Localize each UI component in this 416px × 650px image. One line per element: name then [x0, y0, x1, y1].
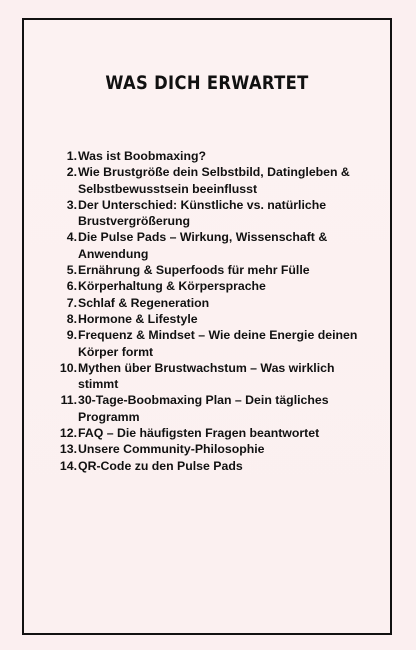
toc-item-7 — [58, 295, 378, 311]
toc-item-14 — [58, 458, 378, 474]
toc-item-number: 12. — [59, 426, 77, 441]
page-frame — [22, 18, 392, 635]
toc-item-text: Hormone & Lifestyle — [78, 311, 198, 326]
toc-item-text: Schlaf & Regeneration — [78, 295, 210, 310]
toc-item-number: 14. — [59, 458, 77, 473]
toc-item-3 — [58, 197, 378, 230]
toc-item-2 — [58, 164, 378, 197]
toc-item-5 — [58, 262, 378, 278]
toc-item-text: Ernährung & Superfoods für mehr Fülle — [78, 263, 310, 278]
toc-item-text: Unsere Community-Philosophie — [78, 442, 265, 457]
page-title: WAS DICH ERWARTET — [105, 72, 309, 94]
toc-item-10 — [58, 360, 378, 393]
toc-item-text: FAQ – Die häufigsten Fragen beantwortet — [78, 426, 320, 441]
toc-item-number: 1. — [66, 149, 77, 163]
toc-item-12 — [58, 425, 378, 441]
toc-item-number: 8. — [66, 311, 77, 326]
toc-item-text: Mythen über Brustwachstum – Was wirklich stimmt — [78, 360, 335, 392]
toc-item-11 — [58, 392, 378, 425]
toc-item-text: Was ist Boobmaxing? — [78, 149, 206, 163]
toc-item-6 — [58, 278, 378, 294]
toc-item-number: 10. — [59, 360, 77, 375]
toc-item-number: 4. — [66, 230, 77, 245]
toc-item-number: 6. — [66, 279, 77, 294]
toc-item-text: Die Pulse Pads – Wirkung, Wissenschaft & Anwendung — [78, 230, 328, 261]
toc-item-1 — [58, 148, 378, 164]
toc-item-number: 3. — [66, 197, 77, 212]
toc-item-9 — [58, 327, 378, 360]
toc-item-number: 9. — [66, 328, 77, 343]
toc-item-text: Wie Brustgröße dein Selbstbild, Datingleben & Selbstbewusstsein beeinflusst — [78, 165, 350, 196]
toc-item-number: 11. — [60, 393, 77, 408]
toc-item-text: Körperhaltung & Körpersprache — [78, 279, 266, 294]
toc-item-number: 2. — [66, 165, 77, 180]
toc-item-text: Frequenz & Mindset – Wie deine Energie deinen Körper formt — [78, 328, 358, 359]
toc-item-text: 30-Tage-Boobmaxing Plan – Dein tägliches Programm — [78, 393, 329, 424]
toc-item-4 — [58, 229, 378, 262]
toc-item-text: QR-Code zu den Pulse Pads — [78, 458, 243, 473]
toc-item-number: 5. — [66, 263, 77, 278]
table-of-contents — [58, 148, 378, 474]
toc-item-number: 7. — [66, 295, 77, 310]
toc-item-8 — [58, 311, 378, 327]
toc-item-13 — [58, 441, 378, 457]
toc-item-text: Der Unterschied: Künstliche vs. natürliche Brustvergrößerung — [78, 197, 327, 229]
toc-item-number: 13. — [59, 442, 77, 457]
